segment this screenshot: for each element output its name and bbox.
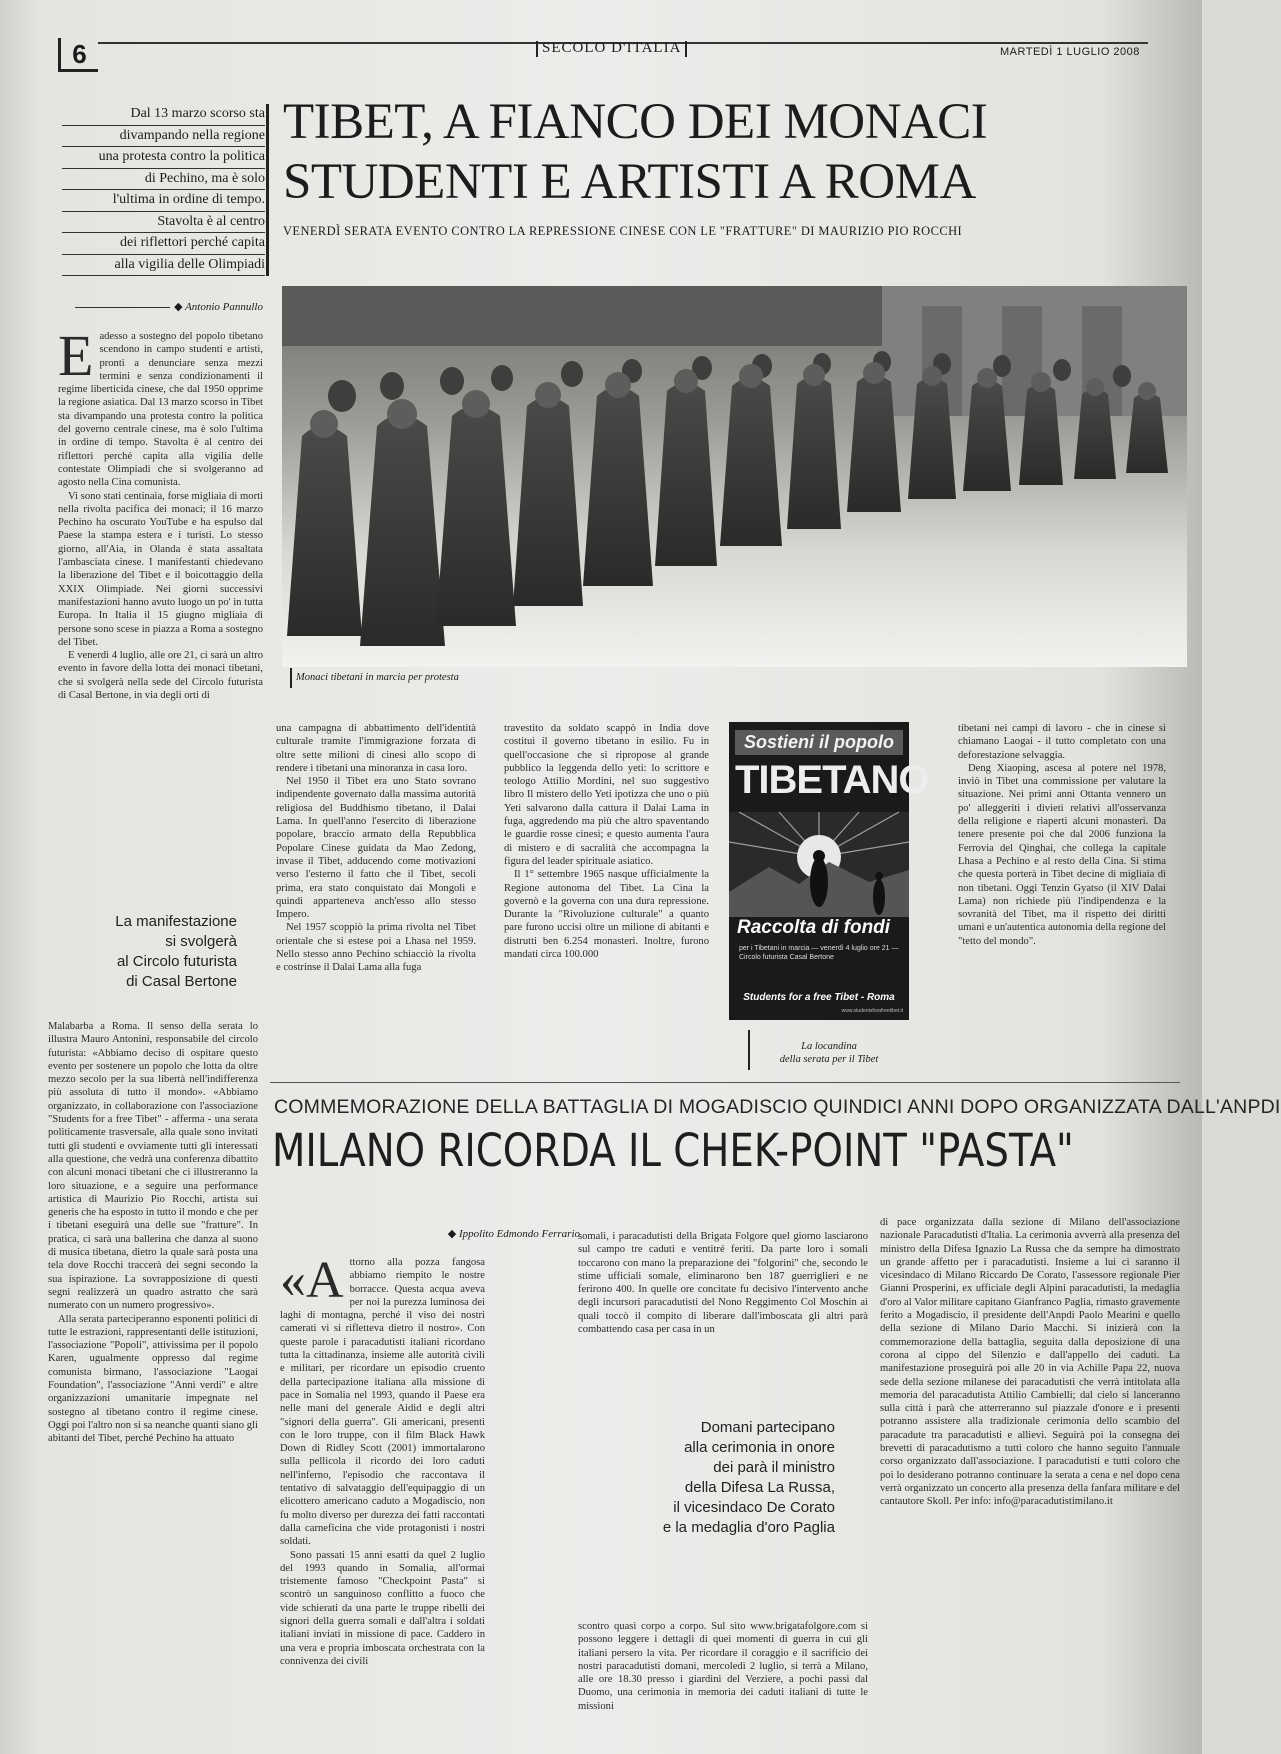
paragraph: Nel 1957 scoppiò la prima rivolta nel Tibet orientale che si estese poi a Lhasa nel 1959. Nello stesso anno Pechino schiacciò la rivolta e costrinse il Dalai Lama alla fuga — [276, 922, 476, 974]
summary-line: Dal 13 marzo scorso sta — [62, 104, 265, 126]
poster-headline: Sostieni il popolo — [735, 730, 903, 755]
article2-column-1 — [280, 1252, 485, 1740]
article1-column-4 — [958, 722, 1166, 1070]
paragraph: scontro quasi corpo a corpo. Sul sito www.brigatafolgore.com si possono leggere i dettagli di quei momenti di guerra in cui gli italiani persero la vita. Per ricordare il coraggio e il sacrificio dei nostri paracadutisti domani, mercoledì 2 luglio, si terrà a Milano, alle ore 18.30 presso i giardini del Verziere, a pochi passi dal Duomo, una cerimonia in memoria dei caduti italiani di tutte le missioni — [578, 1621, 868, 1712]
pull-quote-line: dei parà il ministro — [713, 1459, 835, 1476]
article2-column-2b — [578, 1620, 868, 1740]
article1-column-2 — [276, 722, 476, 1067]
poster-caption-bar — [748, 1030, 750, 1070]
title-line-1: TIBET, A FIANCO DEI MONACI — [283, 94, 988, 150]
paragraph: Deng Xiaoping, ascesa al potere nel 1978, inviò in Tibet una commissione per valutare la situazione. Nei primi anni Ottanta vennero un po' alleggeriti i divieti relativi all'osservanza della religione e riaperti alcuni monasteri. Da tenere presente poi che dal 2006 funziona la Ferrovia del Qinghai, che collega la capitale Lhasa a Pechino e al resto della Cina. Si stima che questa porterà in Tibet decine di migliaia di non tibetani. Oggi Tenzin Gyatso (il XIV Dalai Lama) non richiede più l'indipendenza e la sovranità del Tibet, ma il rispetto dei diritti umani e un'autentica autonomia della regione del "tetto del mondo". — [958, 762, 1166, 947]
summary-line: l'ultima in ordine di tempo. — [62, 190, 265, 212]
pull-quote-line: La manifestazione — [115, 913, 237, 930]
pull-quote-line: si svolgerà — [165, 933, 237, 950]
pull-quote-1 — [72, 912, 237, 992]
paragraph: una campagna di abbattimento dell'identità culturale tramite l'immigrazione forzata di oltre sette milioni di cinesi allo scopo di rendere i tibetani una minoranza in casa loro. — [276, 723, 476, 774]
article1-column-3 — [504, 722, 709, 1067]
summary-line: una protesta contro la politica — [62, 147, 265, 169]
title-line-2: STUDENTI E ARTISTI A ROMA — [283, 154, 976, 210]
pull-quote-line: alla cerimonia in onore — [684, 1439, 835, 1456]
poster-organizer: Students for a free Tibet - Roma — [743, 992, 895, 1003]
article-title — [283, 92, 1063, 212]
poster-artwork — [729, 812, 909, 917]
poster-title: TIBETANO — [735, 758, 929, 802]
photo-caption: Monaci tibetani in marcia per protesta — [296, 672, 459, 683]
photo-illustration — [282, 286, 1187, 667]
paragraph: tibetani nei campi di lavoro - che in cinese si chiamano Laogai - il tutto completato con una deforestazione selvaggia. — [958, 723, 1166, 761]
article2-column-2 — [578, 1230, 868, 1390]
article2-byline: ◆ Ippolito Edmondo Ferrario — [447, 1228, 580, 1240]
drop-cap: E — [58, 323, 94, 388]
paragraph: Sono passati 15 anni esatti da quel 2 luglio del 1993 quando in Somalia, all'ormai tristemente famoso "Checkpoint Pasta" si scontrò un sanguinoso conflitto a fuoco che vide schierati da una parte le truppe ribelli dei signori della guerra somali e dall'altra i soldati italiani inviati in missione di pace. Caddero in una vera e propria imboscata orchestrata con la connivenza dei civili — [280, 1549, 485, 1667]
pull-quote-line: Domani partecipano — [700, 1419, 835, 1436]
article-summary — [62, 104, 265, 276]
page-number: 6 — [58, 38, 98, 72]
article2-title: MILANO RICORDA IL CHEK-POINT "PASTA" — [272, 1124, 1074, 1177]
poster-small-print: www.studentsforafreetibet.it — [841, 1008, 903, 1014]
event-poster — [729, 722, 929, 1020]
issue-date: MARTEDÌ 1 LUGLIO 2008 — [1000, 46, 1140, 58]
poster-caption — [764, 1040, 894, 1066]
masthead-title: SECOLO D'ITALIA — [542, 40, 682, 56]
summary-line: Stavolta è al centro — [62, 212, 265, 234]
pull-quote-2 — [610, 1418, 835, 1538]
pull-quote-line: e la medaglia d'oro Paglia — [662, 1519, 835, 1536]
paragraph: Malabarba a Roma. Il senso della serata lo illustra Mauro Antonini, responsabile del circolo futurista: «Abbiamo deciso di ospitare questo evento per sostenere un popolo che lotta da oltre mezzo secolo per la sua libertà nell'indifferenza più assoluta di tutto il mondo». «Abbiamo organizzato, in collaborazione con l'associazione "Students for a free Tibet" - afferma - una serata politicamente trasversale, alla quale sono invitati tutti gli studenti e ovviamente tutti gli interessati alla questione, che vedrà una conferenza dibattito con alcuni monaci tibetani che ci illustreranno la loro situazione, e a seguire una performance artistica di Maurizio Pio Rocchi, artista sui generis che ha esposto in tutto il mondo e che per i tibetani eseguirà una delle sue "fratture". In pratica, ci sarà una ballerina che danza al suono di musica tibetana, dietro la quale sarà posta una tela dove Rocchi traccerà dei segni secondo la sua ispirazione. La sovrapposizione di questi segni realizzerà un quadro astratto che sarà numerato con un numero progressivo». — [48, 1021, 258, 1312]
paragraph: adesso a sostegno del popolo tibetano scendono in campo studenti e artisti, pronti a denunciare senza mezzi termini e senza condizionamenti il regime liberticida cinese, che dal 1950 opprime la regione asiatica. Dal 13 marzo scorso in Tibet sta divampando una protesta contro la politica del governo centrale cinese, ma è solo l'ultima in ordine di tempo. Stavolta è al centro dei riflettori perché capita alla vigilia delle contestate Olimpiadi che si svolgeranno ad agosto nella Cina comunista. — [58, 331, 263, 489]
pull-quote-line: il vicesindaco De Corato — [673, 1499, 835, 1516]
paragraph: di pace organizzata dalla sezione di Milano dell'associazione nazionale Paracadutisti d'Italia. La cerimonia avverrà alla presenza del ministro della Difesa Ignazio La Russa che da sempre ha dimostrato un grande affetto per i paracadutisti. Insieme a lui ci saranno il vicesindaco di Milano Riccardo De Corato, l'assessore regionale Pier Gianni Prosperini, ex ufficiale degli Alpini paracadutisti, la medaglia d'oro al Valor militare capitano Gianfranco Paglia, rimasto gravemente ferito a Mogadiscio, il presidente dell'Anpdi Paolo Mearini e quello della sezione di Milano Dario Macchi. Si inizierà con la commemorazione della battaglia, seguita dalla deposizione di una corona al cippo del Silenzio e dall'appello dei caduti. La manifestazione proseguirà poi alle 20 in via Achille Papa 22, nuova sede della sezione milanese dei paracadutisti che verrà intitolata alla memoria del paracadutista Attilio Cambielli; dal cielo si lanceranno sulla città i parà che atterreranno sul piazzale d'onore e i presenti potranno assistere alla tradizionale cerimonia dello scambio del paracadute tra paracadutisti e allievi. Seguirà poi la consegna dei brevetti di paracadutismo a tutti coloro che hanno seguito l'annuale corso organizzato dall'associazione. I paracadutisti e tutti coloro che poi lo desiderano potranno continuare la serata a cena e nel dopo cena verrà organizzato un concerto alla presenza della fanfara militare e del cantautore Skoll. Per info: info@paracadutistimilano.it — [880, 1217, 1180, 1508]
author-name: Ippolito Edmondo Ferrario — [459, 1228, 580, 1240]
article-kicker: VENERDÌ SERATA EVENTO CONTRO LA REPRESSIONE CINESE CON LE "FRATTURE" DI MAURIZIO PIO ROCCHI — [283, 224, 963, 238]
article1-column-1 — [58, 323, 263, 885]
paragraph: travestito da soldato scappò in India dove costituì il governo tibetano in esilio. Fu in quell'occasione che si ripropose al grande pubblico la leggenda dello yeti: lo scrittore e teologo Attilio Mordini, nel suo suggestivo libro Il mistero dello Yeti ipotizza che uno o più Yeti salvarono dalla cattura il Dalai Lama in fuga, aggredendo ma più che altro spaventando le guardie rosse cinesi; e questo aumenta l'aura di mistero e di sacralità che accompagna la figura del leader spirituale asiatico. — [504, 723, 709, 867]
summary-line: alla vigilia delle Olimpiadi — [62, 255, 265, 277]
pull-quote-line: della Difesa La Russa, — [684, 1479, 835, 1496]
paragraph: ttorno alla pozza fangosa abbiamo riempito le nostre borracce. Questa acqua aveva per noi la purezza luminosa dei laghi di montagna, perché il viso dei nostri camerati vi si rifletteva dietro il nostro». Con queste parole i paracadutisti italiani ricordano tutta la cittadinanza, insieme alle autorità civili e militari, per ricordare un episodio cruento della partecipazione italiana alla missione di pace in Somalia nel 1993, quando il Paese era nelle mani del generale Aidid e degli altri "signori della guerra". Gli americani, presenti con le loro truppe, con il film Black Hawk Down di Ridley Scott (2001) immortalarono sulla pellicola il ricordo dei loro caduti nell'inferno, l'episodio che raccontava il tentativo di salvataggio dell'equipaggio di un elicottero americano caduto a Mogadiscio, non fu molto diverso per durezza dei fatti raccontati dalla carneficina che vide protagonisti i nostri soldati. — [280, 1257, 485, 1548]
paragraph: Nel 1950 il Tibet era uno Stato sovrano indipendente governato dalla massima autorità religiosa del Buddhismo tibetano, il Dalai Lama. In quell'anno l'esercito di liberazione popolare, braccio armato della Repubblica Popolare Cinese guidata da Mao Zedong, invase il Tibet, adducendo come motivazioni verso l'esterno il fatto che il Tibet, secoli prima, era stato conquistato dai Mongoli e quindi apparteneva anch'esso allo stesso Impero. — [276, 776, 476, 921]
article1-column-1b — [48, 1020, 258, 1738]
author-name: Antonio Pannullo — [185, 301, 263, 313]
summary-line: di Pechino, ma è solo — [62, 169, 265, 191]
masthead — [532, 40, 691, 57]
caption-bar — [290, 668, 292, 688]
monks-march-photo — [282, 286, 1187, 667]
byline: ◆ Antonio Pannullo — [58, 300, 263, 313]
summary-line: dei riflettori perché capita — [62, 233, 265, 255]
pull-quote-line: al Circolo futurista — [116, 953, 237, 970]
paragraph: E venerdì 4 luglio, alle ore 21, ci sarà un altro evento in favore della lotta dei monaci tibetani, che si svolgerà nella sede del Circolo futurista di Casal Bertone, in via degli orti di — [58, 650, 263, 702]
byline-rule — [75, 307, 170, 308]
masthead-bar-right — [685, 41, 687, 57]
paragraph: Vi sono stati centinaia, forse migliaia di morti nella rivolta pacifica dei monaci; il 16 marzo Pechino ha oscurato YouTube e ha espulso dal Paese la stampa estera e i turisti. Lo stesso giorno, all'Aia, in Olanda è stata assaltata l'ambasciata cinese. I manifestanti chiedevano la liberazione del Tibet e il boicottaggio della XXIX Olimpiade. Nei giorni successivi manifestazioni hanno avuto luogo un po' in tutta Europa. In Italia il 15 giugno migliaia di persone sono scese in piazza a Roma a sostegno del Tibet. — [58, 490, 263, 648]
poster-details: per i Tibetani in marcia — venerdì 4 luglio ore 21 — Circolo futurista Casal Bertone — [739, 945, 899, 961]
summary-bar — [266, 104, 269, 276]
paragraph: somali, i paracadutisti della Brigata Folgore quel giorno lasciarono sul campo tre caduti e ventitré feriti. Da parte loro i somali toccarono con mano la preparazione dei "folgorini" che, secondo le stime ufficiali somale, eliminarono ben 187 guerriglieri e ne ferirono 400. In quelle ore concitate fu decisivo l'intervento anche degli incursori paracadutisti del Nono Reggimento Col Moschin ai quali toccò il compito di liberare dall'imboscata gli altri parà combattendo casa per casa in un — [578, 1231, 868, 1336]
article2-column-3 — [880, 1216, 1180, 1740]
section-divider — [270, 1082, 1180, 1083]
paragraph: Alla serata parteciperanno esponenti politici di tutte le estrazioni, rappresentanti delle istituzioni, l'associazione "Popoli", attivissima per il popolo Karen, ugualmente oppresso dal regime comunista birmano, l'associazione "Laogai Foundation", l'associazione "Anni verdi" e altre organizzazioni umanitarie impegnate nel sostegno al tibetano contro il regime cinese. Oggi poi l'altro non si sa neanche quanti siano gli abitanti del Tibet, perché Pechino ha attuato — [48, 1313, 258, 1445]
paragraph: Il 1° settembre 1965 nasque ufficialmente la Regione autonoma del Tibet. La Cina la governò e la governa con una dura repressione. Durante la "Rivoluzione culturale" a quanto pare furono uccisi oltre un milione di abitanti e distrutti ben 6.254 monasteri. Inoltre, furono mandati circa 100.000 — [504, 869, 709, 961]
masthead-bar-left — [536, 41, 538, 57]
summary-line: divampando nella regione — [62, 126, 265, 148]
quote-drop-cap: «A — [280, 1252, 344, 1309]
article2-kicker: COMMEMORAZIONE DELLA BATTAGLIA DI MOGADISCIO QUINDICI ANNI DOPO ORGANIZZATA DALL'ANPDI — [274, 1096, 1281, 1118]
poster-fundraiser: Raccolta di fondi — [737, 917, 891, 938]
poster-caption-line: della serata per il Tibet — [779, 1054, 879, 1065]
pull-quote-line: di Casal Bertone — [126, 973, 237, 990]
poster-caption-line: La locandina — [801, 1041, 857, 1052]
